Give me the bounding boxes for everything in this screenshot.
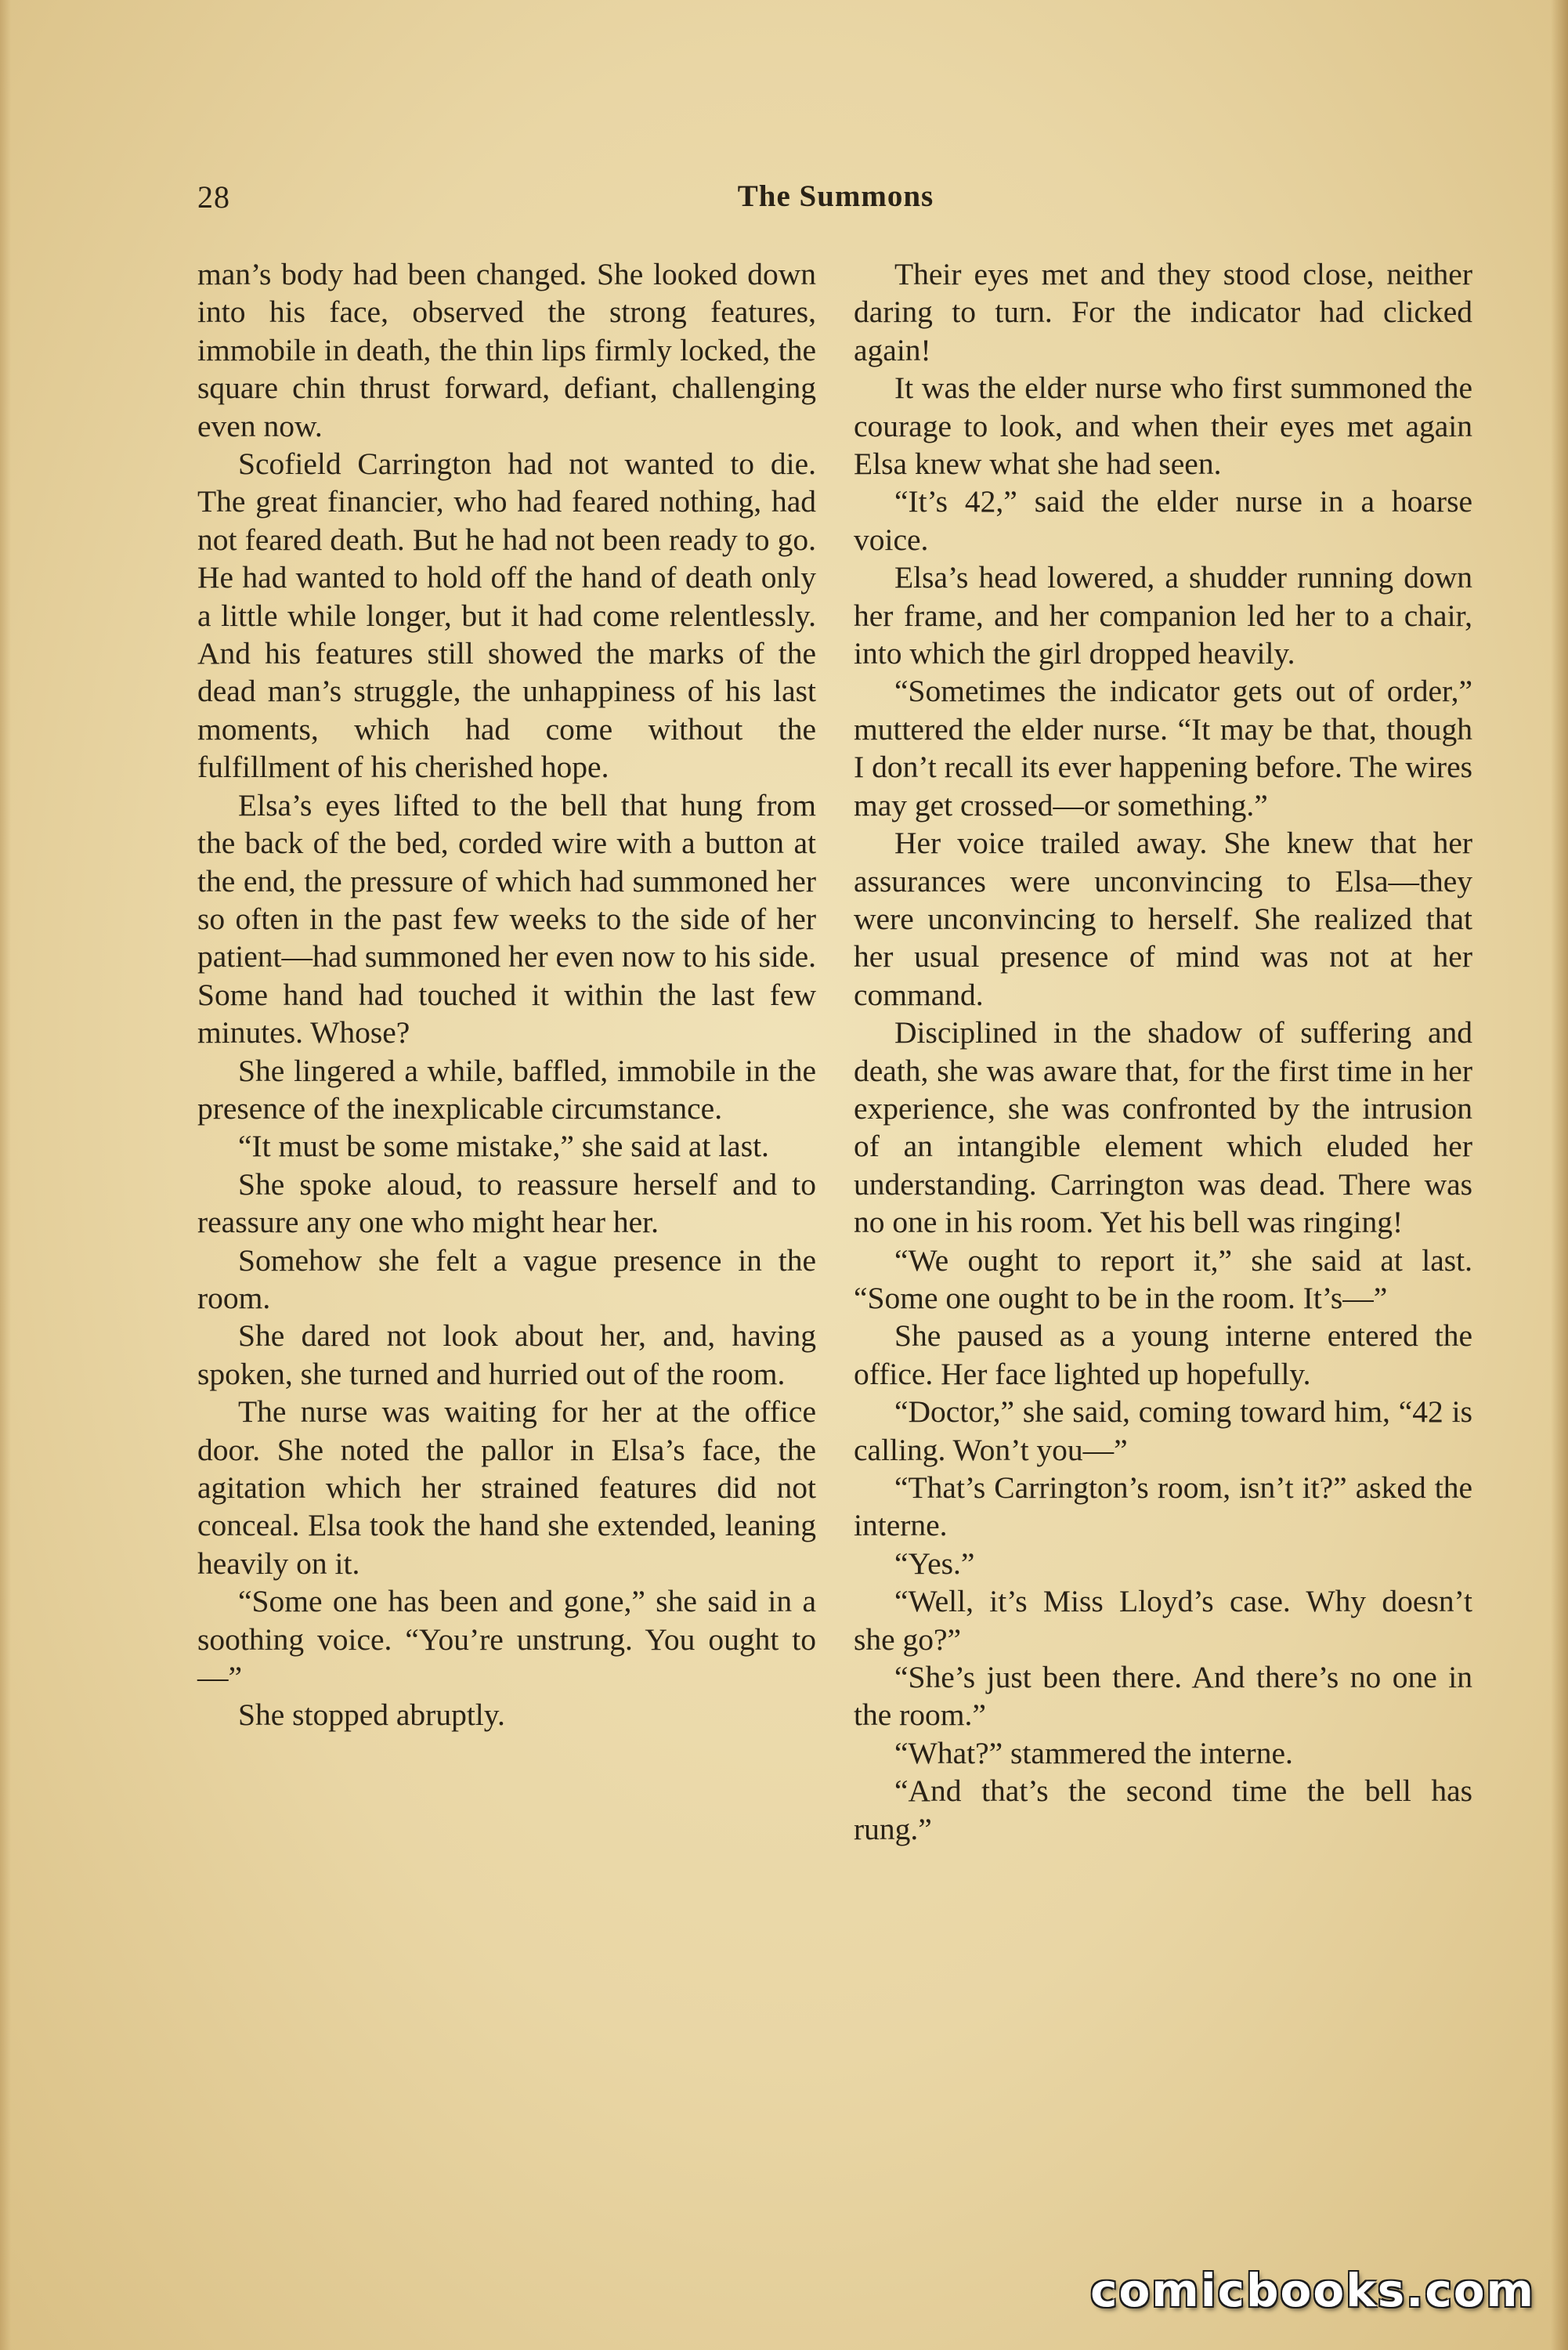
paragraph: Her voice trailed away. She knew that her assurances were unconvincing to Elsa—they were unconvincing to herself. She realized that her usual presence of mind was not at her command. (854, 826, 1472, 1012)
paragraph: man’s body had been changed. She looked down into his face, observed the strong features, immobile in death, the thin lips firmly locked, the square chin thrust forward, defiant, challenging even now. (197, 257, 816, 443)
paragraph: She paused as a young interne entered the office. Her face lighted up hopefully. (854, 1318, 1472, 1391)
page-number: 28 (197, 179, 230, 215)
paragraph: “What?” stammered the interne. (894, 1735, 1293, 1770)
paragraph: “We ought to report it,” she said at last. “Some one ought to be in the room. It’s—” (854, 1242, 1472, 1315)
paragraph: Their eyes met and they stood close, neither daring to turn. For the indicator had clicked again! (854, 257, 1472, 367)
page-edge-left (0, 0, 11, 2350)
paragraph: She stopped abruptly. (238, 1697, 505, 1733)
paragraph: “That’s Carrington’s room, isn’t it?” asked the interne. (854, 1470, 1472, 1543)
paragraph: She dared not look about her, and, having spoken, she turned and hurried out of the room. (197, 1318, 816, 1391)
paragraph: “She’s just been there. And there’s no one in the room.” (854, 1660, 1472, 1733)
right-column (854, 255, 1472, 1848)
running-head: The Summons (737, 179, 934, 213)
paragraph: “Sometimes the indicator gets out of order,” muttered the elder nurse. “It may be that, though I don’t recall its ever happening before. The wires may get crossed—or something.” (854, 674, 1472, 822)
paragraph: “Yes.” (894, 1546, 975, 1581)
paragraph: Somehow she felt a vague presence in the room. (197, 1242, 816, 1315)
left-column (197, 255, 816, 1734)
paragraph: Elsa’s eyes lifted to the bell that hung from the back of the bed, corded wire with a button at the end, the pressure of which had summoned her so often in the past few weeks to the side of her patient—had summoned her even now to his side. Some hand had touched it within the last few minutes. Whose? (197, 787, 816, 1050)
paragraph: Scofield Carrington had not wanted to die. The great financier, who had feared nothing, had not feared death. But he had not been ready to go. He had wanted to hold off the hand of death only a little while longer, but it had come relentlessly. And his features still showed the marks of the dead man’s struggle, the unhappiness of his last moments, which had come without the fulfillment of his cherished hope. (197, 446, 816, 785)
paragraph: “It must be some mistake,” she said at last. (238, 1129, 769, 1164)
paragraph: Elsa’s head lowered, a shudder running down her frame, and her companion led her to a chair, into which the girl dropped heavily. (854, 560, 1472, 671)
paragraph: She spoke aloud, to reassure herself and to reassure any one who might hear her. (197, 1166, 816, 1240)
paragraph: “Doctor,” she said, coming toward him, “42 is calling. Won’t you—” (854, 1394, 1472, 1467)
paragraph: “Some one has been and gone,” she said in a soothing voice. “You’re unstrung. You ought to—” (197, 1584, 816, 1695)
watermark: comicbooks.com (1090, 2264, 1535, 2317)
page-header (197, 179, 1474, 222)
paragraph: It was the elder nurse who first summoned the courage to look, and when their eyes met again Elsa knew what she had seen. (854, 371, 1472, 482)
paragraph: The nurse was waiting for her at the office door. She noted the pallor in Elsa’s face, the agitation which her strained features did not conceal. Elsa took the hand she extended, leaning heavily on it. (197, 1394, 816, 1581)
paragraph: “And that’s the second time the bell has rung.” (854, 1773, 1472, 1846)
page-edge-right (1551, 0, 1568, 2350)
paragraph: She lingered a while, baffled, immobile in the presence of the inexplicable circumstance. (197, 1053, 816, 1126)
paragraph: Disciplined in the shadow of suffering and death, she was aware that, for the first time in her experience, she was confronted by the intrusion of an intangible element which eluded her understanding. Carrington was dead. There was no one in his room. Yet his bell was ringing! (854, 1015, 1472, 1240)
paragraph: “Well, it’s Miss Lloyd’s case. Why doesn’t she go?” (854, 1584, 1472, 1657)
paragraph: “It’s 42,” said the elder nurse in a hoarse voice. (854, 484, 1472, 557)
